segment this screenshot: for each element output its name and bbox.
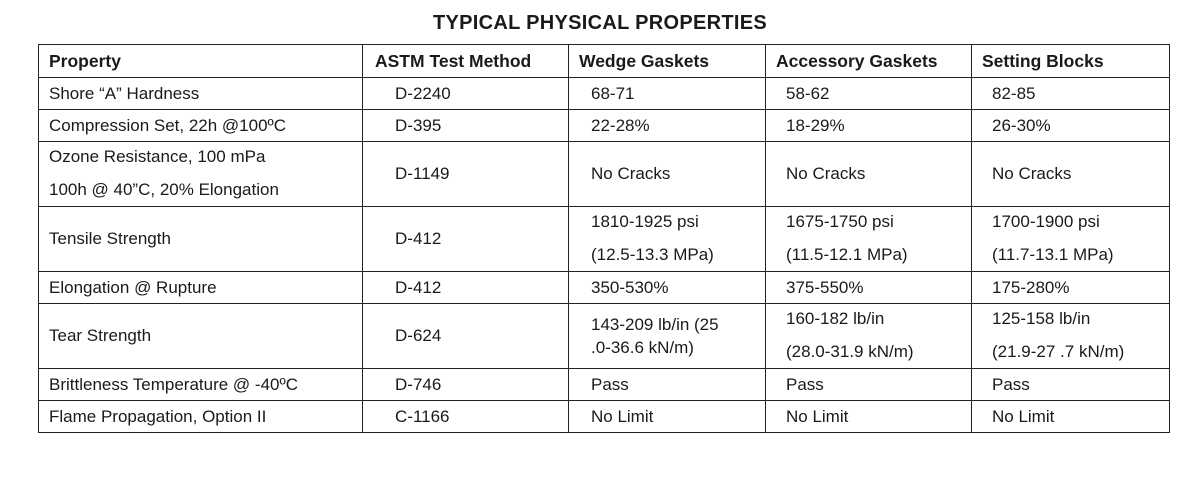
properties-table (38, 44, 1170, 433)
accessory-gaskets-cell-line: (11.5-12.1 MPa) (786, 244, 908, 264)
header-setting-blocks: Setting Blocks (972, 45, 1170, 78)
method-cell: D-1149 (363, 142, 569, 207)
property-cell-line: 100h @ 40”C, 20% Elongation (49, 179, 279, 199)
setting-blocks-cell-line: 1700-1900 psi (992, 211, 1100, 231)
setting-blocks-cell: No Limit (972, 401, 1170, 433)
header-wedge-gaskets: Wedge Gaskets (569, 45, 766, 78)
wedge-gaskets-cell: 68-71 (569, 78, 766, 110)
header-accessory-gaskets: Accessory Gaskets (766, 45, 972, 78)
wedge-gaskets-cell-line: 1810-1925 psi (591, 211, 699, 231)
accessory-gaskets-cell: Pass (766, 369, 972, 401)
accessory-gaskets-cell: 375-550% (766, 272, 972, 304)
method-cell: D-746 (363, 369, 569, 401)
method-cell: D-395 (363, 110, 569, 142)
property-cell-line: Ozone Resistance, 100 mPa (49, 146, 266, 166)
property-cell: Compression Set, 22h @100ºC (39, 110, 363, 142)
setting-blocks-cell-line: (21.9-27 .7 kN/m) (992, 341, 1125, 361)
header-property: Property (39, 45, 363, 78)
wedge-gaskets-cell: Pass (569, 369, 766, 401)
setting-blocks-cell-line: (11.7-13.1 MPa) (992, 244, 1114, 264)
property-cell: Flame Propagation, Option II (39, 401, 363, 433)
header-row (39, 45, 1170, 78)
wedge-gaskets-cell-line: 143-209 lb/in (25 (591, 315, 719, 334)
table-row (39, 207, 1170, 272)
setting-blocks-cell (972, 207, 1170, 272)
setting-blocks-cell: 82-85 (972, 78, 1170, 110)
table-row (39, 142, 1170, 207)
setting-blocks-cell: 175-280% (972, 272, 1170, 304)
method-cell: D-412 (363, 272, 569, 304)
accessory-gaskets-cell: 58-62 (766, 78, 972, 110)
wedge-gaskets-cell: 350-530% (569, 272, 766, 304)
table-row (39, 110, 1170, 142)
header-astm-test-method: ASTM Test Method (363, 45, 569, 78)
accessory-gaskets-cell: No Cracks (766, 142, 972, 207)
table-row (39, 272, 1170, 304)
setting-blocks-cell: 26-30% (972, 110, 1170, 142)
table-row (39, 304, 1170, 369)
property-cell: Shore “A” Hardness (39, 78, 363, 110)
property-cell: Brittleness Temperature @ -40ºC (39, 369, 363, 401)
wedge-gaskets-cell: No Cracks (569, 142, 766, 207)
property-cell: Tear Strength (39, 304, 363, 369)
table-title: TYPICAL PHYSICAL PROPERTIES (432, 12, 768, 34)
accessory-gaskets-cell: 18-29% (766, 110, 972, 142)
accessory-gaskets-cell-line: 1675-1750 psi (786, 211, 894, 231)
accessory-gaskets-cell (766, 207, 972, 272)
table-row (39, 401, 1170, 433)
wedge-gaskets-cell (569, 207, 766, 272)
method-cell: D-412 (363, 207, 569, 272)
accessory-gaskets-cell (766, 304, 972, 369)
property-cell: Tensile Strength (39, 207, 363, 272)
property-cell: Elongation @ Rupture (39, 272, 363, 304)
wedge-gaskets-cell-line: .0-36.6 kN/m) (591, 338, 694, 357)
wedge-gaskets-cell: 22-28% (569, 110, 766, 142)
setting-blocks-cell-line: 125-158 lb/in (992, 308, 1091, 328)
method-cell: D-2240 (363, 78, 569, 110)
table-row (39, 78, 1170, 110)
wedge-gaskets-cell: No Limit (569, 401, 766, 433)
accessory-gaskets-cell-line: 160-182 lb/in (786, 308, 885, 328)
setting-blocks-cell: Pass (972, 369, 1170, 401)
accessory-gaskets-cell: No Limit (766, 401, 972, 433)
setting-blocks-cell (972, 304, 1170, 369)
setting-blocks-cell: No Cracks (972, 142, 1170, 207)
property-cell (39, 142, 363, 207)
method-cell: C-1166 (363, 401, 569, 433)
table-row (39, 369, 1170, 401)
wedge-gaskets-cell-line: (12.5-13.3 MPa) (591, 244, 714, 264)
method-cell: D-624 (363, 304, 569, 369)
accessory-gaskets-cell-line: (28.0-31.9 kN/m) (786, 341, 914, 361)
wedge-gaskets-cell (569, 304, 766, 369)
